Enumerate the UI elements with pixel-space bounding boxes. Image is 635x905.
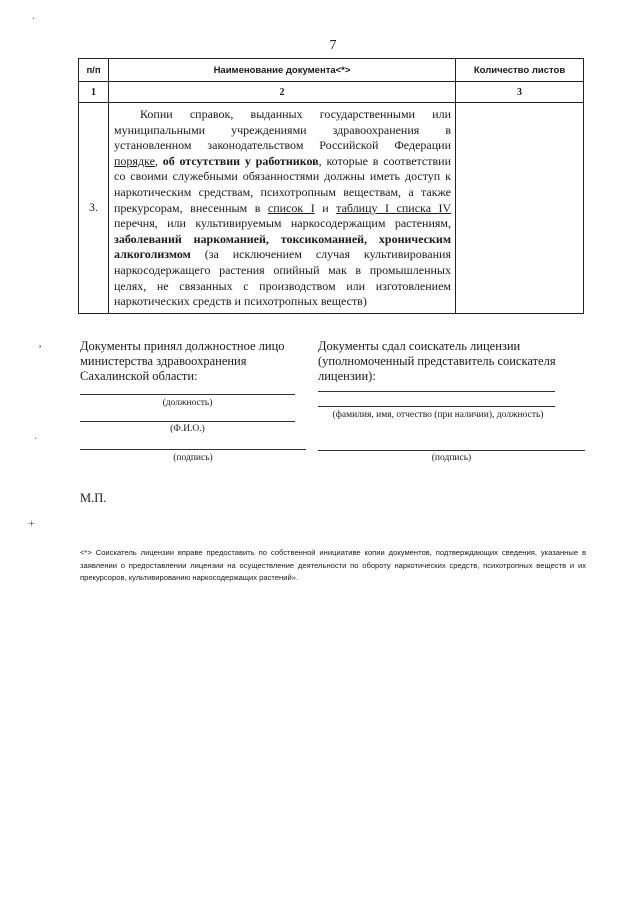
header-document-name: Наименование документа<*>	[109, 59, 456, 82]
applicant-line-2[interactable]	[318, 406, 555, 407]
scan-speck: ·	[32, 14, 36, 25]
table-row	[79, 103, 584, 314]
text-part: Копии справок, выданных государственными или муниципальными учреждениями здравоохранения в установленном законодательством Российской Федерации	[114, 107, 451, 153]
text-part: (за исключением случая культивирования наркосодержащего растения опийный мак в промышленных целях, не связанных с производством или изготовлением наркотических средств и психотропных веществ)	[114, 247, 451, 309]
page-number: 7	[329, 38, 337, 53]
position-caption: (должность)	[162, 398, 213, 408]
full-name-caption: (Ф.И.О.)	[170, 424, 205, 434]
signature-caption-right: (подпись)	[431, 453, 472, 463]
text-part: перечня, или культивируемым наркосодержащим растениям,	[114, 216, 451, 231]
scan-speck: ¸	[38, 334, 42, 348]
scan-speck: +	[28, 516, 35, 530]
index-name: 2	[109, 82, 456, 103]
index-num: 1	[79, 82, 109, 103]
sheet-count-cell[interactable]	[456, 103, 584, 314]
accepted-by-heading: Документы принял должностное лицо министерства здравоохранения Сахалинской области:	[80, 339, 285, 383]
applicant-name-caption: (фамилия, имя, отчество (при наличии), должность)	[332, 410, 544, 420]
scan-speck: ·	[34, 434, 38, 445]
documents-table	[78, 58, 584, 314]
signature-line-right[interactable]	[318, 450, 585, 451]
index-count: 3	[456, 82, 584, 103]
footnote: <*> Соискатель лицензии вправе предоставить по собственной инициативе копии документов, подтверждающих сведения, указанные в заявлении о предоставлении лицензии на осуществление деятельности по обороту наркотических средств, психотропных веществ и их прекурсоров, культивированию наркосодержащих растений».	[80, 548, 586, 582]
row-number: 3.	[79, 103, 109, 314]
seal-label: М.П.	[80, 491, 107, 505]
position-signature-line[interactable]	[80, 394, 295, 395]
bold-phrase-workers: об отсутствии у работников	[162, 153, 319, 168]
applicant-line-1[interactable]	[318, 391, 555, 392]
header-sheet-count: Количество листов	[456, 59, 584, 82]
table-header-row	[79, 59, 584, 82]
header-num: п/п	[79, 59, 109, 82]
link-poryadok[interactable]: порядке	[114, 153, 155, 168]
bold-phrase-diseases: заболеваний наркоманией, токсикоманией, хроническим алкоголизмом	[114, 231, 451, 262]
column-index-row	[79, 82, 584, 103]
link-table-i-list-iv[interactable]: таблицу I списка IV	[336, 200, 451, 215]
signature-caption-left: (подпись)	[173, 453, 213, 463]
link-list-i[interactable]: список I	[267, 200, 315, 215]
full-name-line[interactable]	[80, 421, 295, 422]
signature-line-left[interactable]	[80, 449, 306, 450]
submitted-by-heading: Документы сдал соискатель лицензии (уполномоченный представитель соискателя лицензии):	[318, 339, 556, 383]
text-part: , которые в соответствии со своими служебными обязанностями должны иметь доступ к наркотическим средствам, психотропным веществам, а также прекурсорам, внесенным в	[114, 153, 452, 215]
text-part: ,	[154, 153, 163, 168]
text-part: и	[314, 200, 337, 215]
document-description	[109, 103, 456, 314]
